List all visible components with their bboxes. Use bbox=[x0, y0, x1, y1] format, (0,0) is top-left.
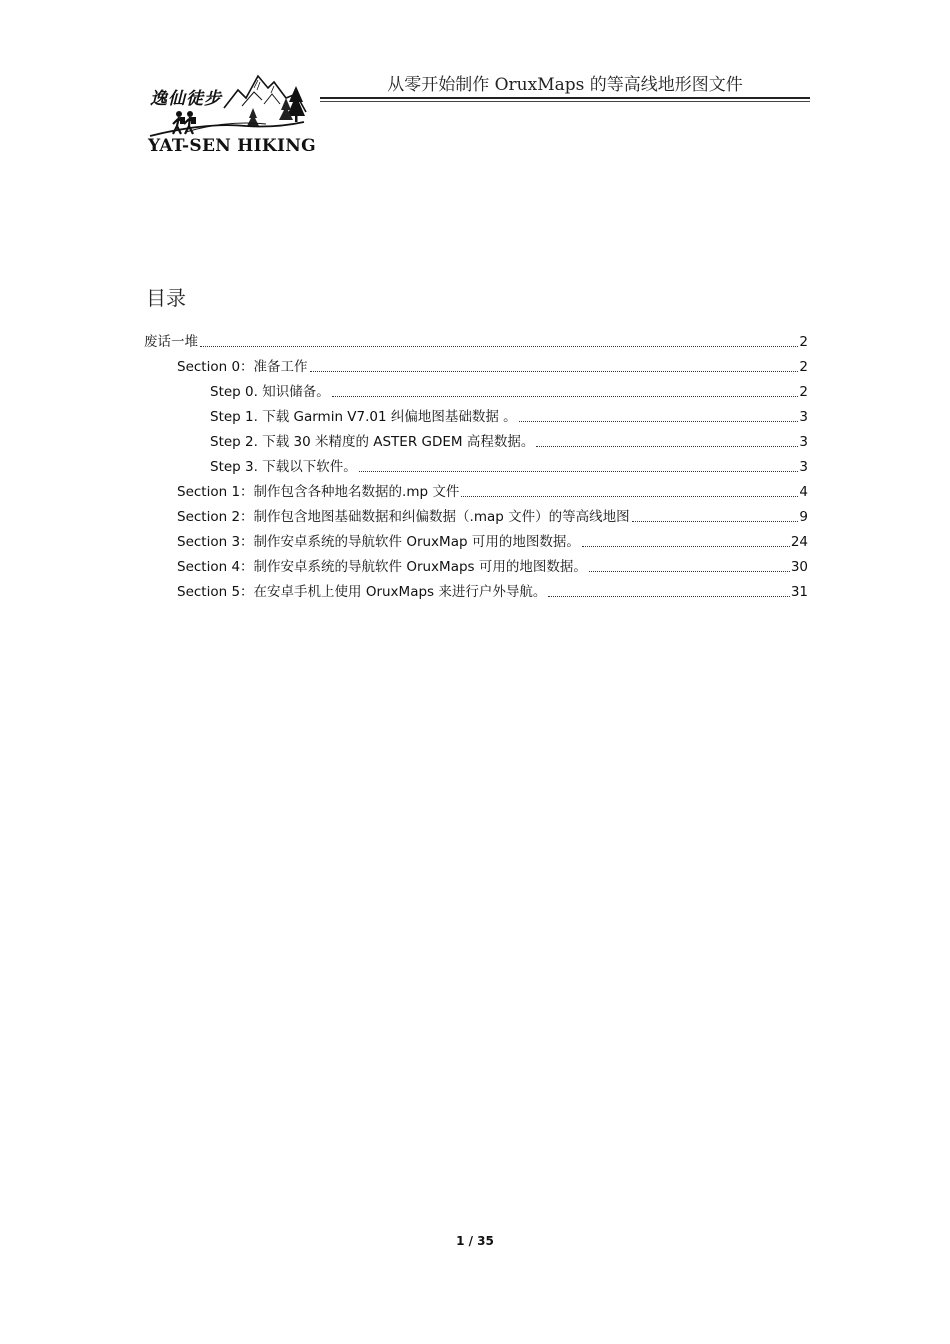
page-number: 1 / 35 bbox=[456, 1234, 494, 1248]
toc-leader bbox=[548, 596, 789, 597]
toc-entry-text: Step 0. 知识储备。 bbox=[210, 384, 330, 400]
toc-entry-page: 2 bbox=[799, 334, 808, 350]
toc-leader bbox=[200, 346, 798, 347]
toc-entry[interactable] bbox=[144, 326, 808, 351]
header-rule-thin bbox=[320, 101, 810, 102]
toc-leader bbox=[359, 471, 799, 472]
toc-entry-page: 9 bbox=[799, 509, 808, 525]
toc-entry[interactable] bbox=[144, 551, 808, 576]
toc-leader bbox=[536, 446, 798, 447]
toc-entry[interactable] bbox=[144, 576, 808, 601]
toc-entry[interactable] bbox=[144, 376, 808, 401]
toc-entry-text: 废话一堆 bbox=[144, 334, 198, 350]
toc-entry-text: Section 1：制作包含各种地名数据的.mp 文件 bbox=[177, 484, 460, 500]
toc-leader bbox=[461, 496, 798, 497]
yat-sen-hiking-logo bbox=[146, 68, 316, 160]
toc-entry[interactable] bbox=[144, 501, 808, 526]
toc-entry-page: 24 bbox=[790, 534, 808, 550]
toc-entry[interactable] bbox=[144, 526, 808, 551]
toc-entry[interactable] bbox=[144, 351, 808, 376]
toc-entry[interactable] bbox=[144, 426, 808, 451]
toc-entry-text: Section 2：制作包含地图基础数据和纠偏数据（.map 文件）的等高线地图 bbox=[177, 509, 630, 525]
toc-heading: 目录 bbox=[146, 286, 186, 310]
toc-leader bbox=[310, 371, 799, 372]
header-rule bbox=[320, 97, 810, 99]
toc-entry[interactable] bbox=[144, 451, 808, 476]
toc-entry-text: Step 2. 下载 30 米精度的 ASTER GDEM 高程数据。 bbox=[210, 434, 535, 450]
toc-entry-page: 3 bbox=[799, 434, 808, 450]
toc-entry-text: Section 5：在安卓手机上使用 OruxMaps 来进行户外导航。 bbox=[177, 584, 547, 600]
toc-entry-text: Step 3. 下载以下软件。 bbox=[210, 459, 357, 475]
toc-leader bbox=[519, 421, 799, 422]
toc-entry-page: 2 bbox=[799, 384, 808, 400]
document-header-title: 从零开始制作 OruxMaps 的等高线地形图文件 bbox=[387, 75, 743, 95]
logo-chinese-text: 逸仙徒步 bbox=[150, 89, 222, 109]
toc-entry-page: 2 bbox=[799, 359, 808, 375]
toc-entry[interactable] bbox=[144, 401, 808, 426]
table-of-contents bbox=[144, 326, 808, 601]
toc-leader bbox=[589, 571, 790, 572]
logo-english-text: YAT-SEN HIKING bbox=[148, 136, 316, 156]
toc-leader bbox=[582, 546, 790, 547]
toc-entry-page: 30 bbox=[790, 559, 808, 575]
toc-entry-page: 3 bbox=[799, 459, 808, 475]
toc-entry-page: 4 bbox=[799, 484, 808, 500]
toc-leader bbox=[332, 396, 799, 397]
toc-entry-page: 31 bbox=[790, 584, 808, 600]
toc-entry-text: Section 3：制作安卓系统的导航软件 OruxMap 可用的地图数据。 bbox=[177, 534, 580, 550]
toc-entry-text: Step 1. 下载 Garmin V7.01 纠偏地图基础数据 。 bbox=[210, 409, 517, 425]
toc-entry[interactable] bbox=[144, 476, 808, 501]
toc-entry-text: Section 0：准备工作 bbox=[177, 359, 308, 375]
toc-leader bbox=[632, 521, 799, 522]
toc-entry-page: 3 bbox=[799, 409, 808, 425]
toc-entry-text: Section 4：制作安卓系统的导航软件 OruxMaps 可用的地图数据。 bbox=[177, 559, 587, 575]
